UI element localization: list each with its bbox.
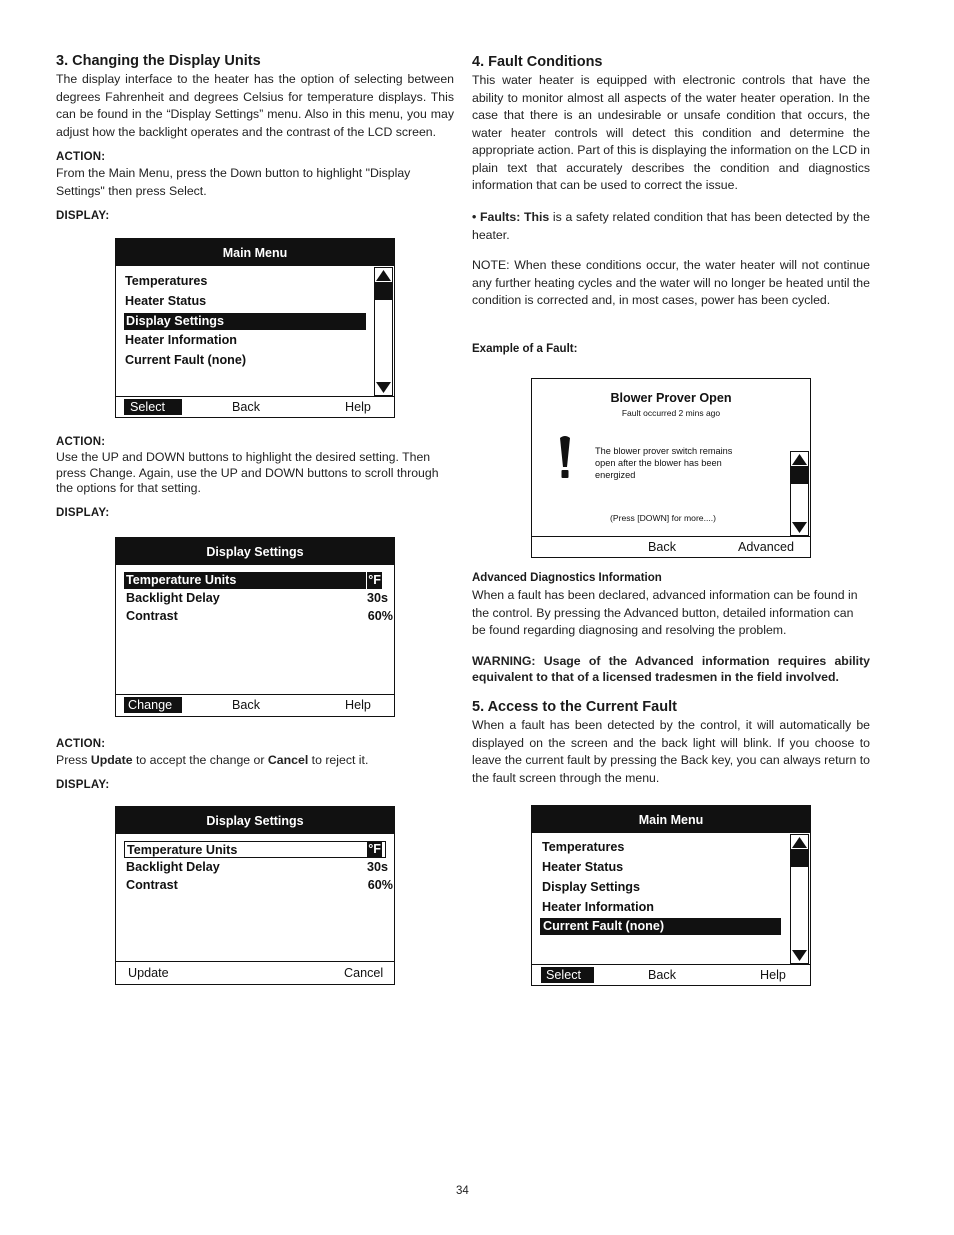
setting-temperature-units-value: °F	[368, 573, 381, 587]
fault-message-line: The blower prover switch remains	[595, 446, 733, 456]
help-button[interactable]: Help	[345, 400, 371, 414]
advanced-diagnostics-label: Advanced Diagnostics Information	[472, 572, 662, 584]
back-button[interactable]: Back	[232, 400, 260, 414]
setting-contrast-value: 60%	[367, 878, 393, 892]
scroll-thumb[interactable]	[791, 849, 808, 867]
setting-backlight-delay-value: 30s	[366, 591, 388, 605]
setting-backlight-delay[interactable]: Backlight Delay	[126, 591, 220, 605]
scroll-down-arrow-icon[interactable]	[791, 949, 808, 963]
back-button[interactable]: Back	[232, 698, 260, 712]
action-label: ACTION:	[56, 436, 106, 448]
fault-time: Fault occurred 2 mins ago	[621, 408, 721, 418]
display-settings-edit-screen	[115, 806, 395, 985]
advanced-button[interactable]: Advanced	[738, 540, 795, 554]
action-label: ACTION:	[56, 151, 106, 163]
screen-title: Main Menu	[116, 239, 394, 266]
warning-text: WARNING: Usage of the Advanced information requires ability equivalent to that of a licensed tradesmen in the field involved.	[472, 654, 870, 684]
setting-contrast[interactable]: Contrast	[126, 878, 178, 892]
scroll-up-arrow-icon[interactable]	[791, 835, 808, 849]
scroll-thumb[interactable]	[791, 466, 808, 484]
button-bar-divider	[532, 964, 810, 965]
setting-contrast-value: 60%	[367, 609, 393, 623]
action-3-post: to reject it.	[308, 753, 369, 767]
main-menu-screen	[115, 238, 395, 418]
faults-bullet-text: is a safety related condition that has been detected by the heater.	[472, 210, 870, 242]
fault-title: Blower Prover Open	[610, 391, 732, 405]
faults-bullet-term: • Faults: This	[472, 210, 550, 224]
menu-item-heater-status[interactable]: Heater Status	[542, 860, 624, 874]
fault-message-line: energized	[595, 470, 636, 480]
action-1-text: From the Main Menu, press the Down button to highlight "Display Settings" then press Select.	[56, 166, 411, 198]
scrollbar[interactable]	[374, 267, 393, 396]
display-label: DISPLAY:	[56, 779, 110, 791]
section-3-heading: 3. Changing the Display Units	[56, 53, 261, 69]
help-button[interactable]: Help	[345, 698, 371, 712]
scrollbar[interactable]	[790, 451, 809, 536]
select-button[interactable]: Select	[541, 967, 594, 983]
scroll-down-arrow-icon[interactable]	[375, 381, 392, 395]
button-bar-divider	[532, 536, 810, 537]
display-label: DISPLAY:	[56, 507, 110, 519]
setting-backlight-delay-value: 30s	[366, 860, 388, 874]
section-4-heading: 4. Fault Conditions	[472, 54, 603, 70]
display-settings-screen	[115, 537, 395, 717]
select-button[interactable]: Select	[124, 399, 182, 415]
button-bar-divider	[116, 396, 394, 397]
setting-contrast[interactable]: Contrast	[126, 609, 178, 623]
scroll-thumb[interactable]	[375, 282, 392, 300]
update-button[interactable]: Update	[128, 966, 169, 980]
action-3-pre: Press	[56, 753, 91, 767]
action-3-mid: to accept the change or	[132, 753, 268, 767]
setting-temperature-units-value[interactable]: °F	[368, 842, 381, 856]
section-4-intro: This water heater is equipped with electronic controls that have the ability to monitor almost all aspects of the water heater operation. In the case that there is an undesirable or unsafe condition that occurs, the water heater controls will detect this condition and determine the appropriate action. Part of this is displaying the information on the LCD in plain text that accurately describes the condition and diagnostics information that can be used to correct the issue.	[472, 73, 870, 192]
setting-temperature-units[interactable]: Temperature Units	[124, 572, 366, 589]
setting-temperature-units[interactable]: Temperature Units	[124, 841, 386, 858]
scroll-up-arrow-icon[interactable]	[375, 268, 392, 282]
section-5-heading: 5. Access to the Current Fault	[472, 699, 677, 715]
menu-item-temperatures[interactable]: Temperatures	[542, 840, 625, 854]
faults-definition	[472, 209, 870, 244]
scrollbar[interactable]	[790, 834, 809, 964]
action-3-update-word: Update	[90, 753, 133, 767]
menu-item-heater-information[interactable]: Heater Information	[125, 333, 237, 347]
screen-title: Main Menu	[532, 806, 810, 833]
display-label: DISPLAY:	[56, 210, 110, 222]
action-label: ACTION:	[56, 738, 106, 750]
fault-message	[595, 445, 732, 481]
menu-item-current-fault[interactable]: Current Fault (none)	[540, 918, 781, 935]
button-bar-divider	[116, 961, 394, 962]
main-menu-screen	[531, 805, 811, 986]
back-button[interactable]: Back	[648, 968, 676, 982]
menu-item-display-settings[interactable]: Display Settings	[124, 313, 366, 330]
fault-note: NOTE: When these conditions occur, the water heater will not continue any further heating cycles and the water will no longer be heated until the condition is corrected and, in most cases, power has been cycled.	[472, 258, 870, 307]
fault-more-hint: (Press [DOWN] for more....)	[610, 513, 716, 523]
button-bar-divider	[116, 694, 394, 695]
fault-screen	[531, 378, 811, 558]
section-5-text: When a fault has been detected by the control, it will automatically be displayed on the screen and the back light will blink. If you choose to leave the current fault by pressing the Back key, you can always return to the fault screen through the menu.	[472, 718, 870, 785]
menu-item-display-settings[interactable]: Display Settings	[542, 880, 640, 894]
menu-item-heater-status[interactable]: Heater Status	[125, 294, 207, 308]
change-button[interactable]: Change	[124, 697, 182, 713]
screen-title: Display Settings	[116, 538, 394, 565]
scroll-down-arrow-icon[interactable]	[791, 521, 808, 535]
setting-backlight-delay[interactable]: Backlight Delay	[126, 860, 220, 874]
menu-item-temperatures[interactable]: Temperatures	[125, 274, 208, 288]
screen-title: Display Settings	[116, 807, 394, 834]
help-button[interactable]: Help	[760, 968, 786, 982]
page-number: 34	[456, 1185, 469, 1197]
example-fault-label: Example of a Fault:	[472, 343, 578, 355]
scroll-up-arrow-icon[interactable]	[791, 452, 808, 466]
advanced-diagnostics-text: When a fault has been declared, advanced information can be found in the control. By pressing the Advanced button, detailed information can be found regarding diagnosing and resolving the problem.	[472, 588, 858, 637]
menu-item-current-fault[interactable]: Current Fault (none)	[125, 353, 247, 367]
cancel-button[interactable]: Cancel	[344, 966, 384, 980]
back-button[interactable]: Back	[648, 540, 676, 554]
section-3-intro: The display interface to the heater has the option of selecting between degrees Fahrenheit and degrees Celsius for temperature displays. This can be found in the “Display Settings” menu. Also in this menu, you may adjust how the backlight operates and the contrast of the LCD screen.	[56, 72, 454, 139]
action-3-cancel-word: Cancel	[267, 753, 309, 767]
action-2-text: Use the UP and DOWN buttons to highlight the desired setting. Then press Change. Again, use the UP and DOWN buttons to scroll through the options for that setting.	[56, 450, 439, 495]
fault-message-line: open after the blower has been	[595, 458, 722, 468]
menu-item-heater-information[interactable]: Heater Information	[542, 900, 654, 914]
exclamation-warning-icon	[557, 434, 573, 480]
action-3-text	[56, 752, 454, 770]
